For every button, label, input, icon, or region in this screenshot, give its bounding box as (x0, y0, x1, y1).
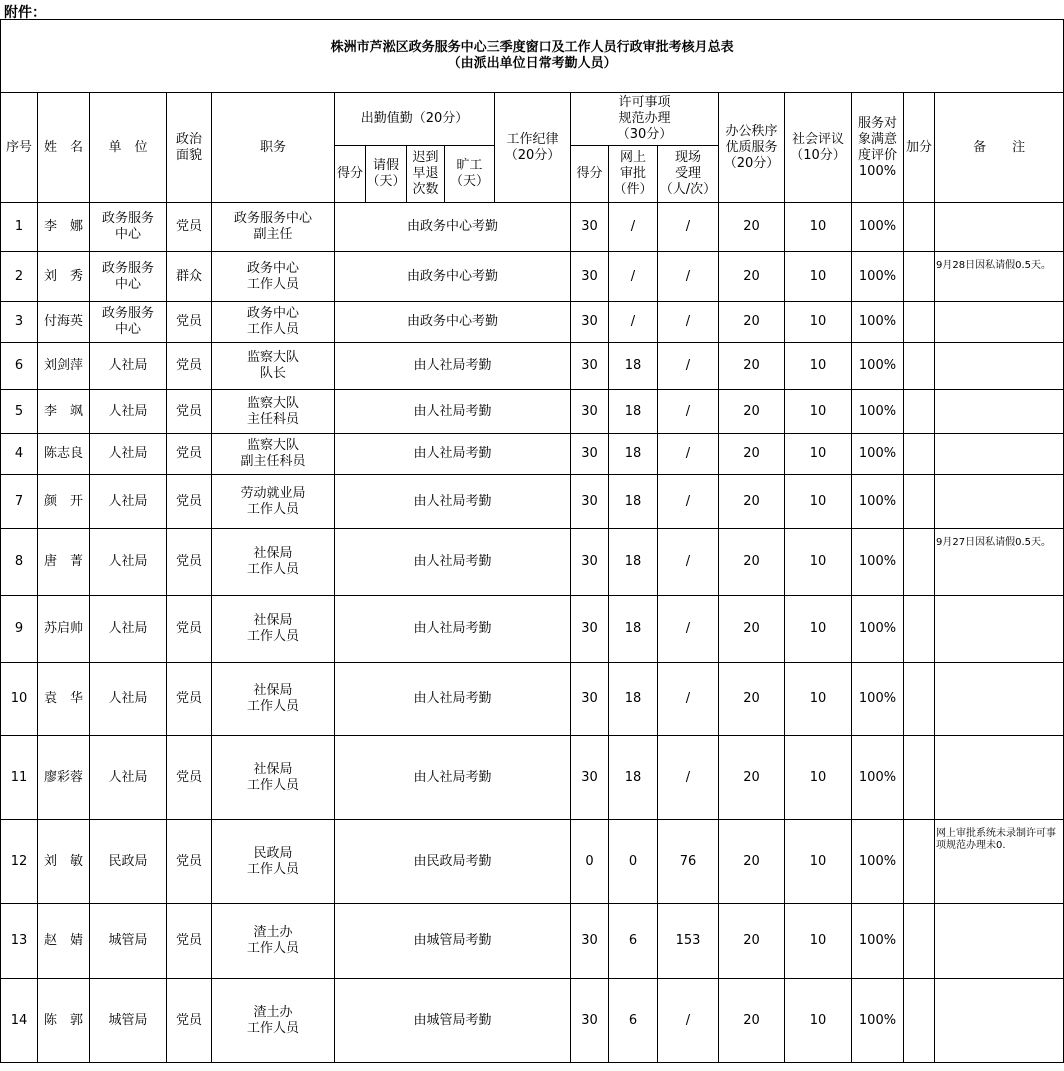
cell-social: 10 (785, 979, 852, 1063)
cell-remark (935, 596, 1064, 663)
cell-lic-onsite: / (658, 596, 719, 663)
header-discipline: 工作纪律 （20分） (495, 93, 571, 203)
cell-political: 党员 (167, 736, 212, 820)
table-row (1, 203, 1064, 252)
cell-social: 10 (785, 475, 852, 529)
cell-name: 袁 华 (38, 663, 90, 736)
cell-remark (935, 904, 1064, 979)
header-att-absent: 旷工 （天） (445, 146, 495, 203)
cell-name: 陈志良 (38, 434, 90, 475)
header-name: 姓 名 (38, 93, 90, 203)
cell-remark (935, 434, 1064, 475)
cell-social: 10 (785, 434, 852, 475)
table-row (1, 390, 1064, 434)
cell-political: 党员 (167, 596, 212, 663)
cell-lic-online: 18 (609, 475, 658, 529)
cell-unit: 政务服务 中心 (90, 252, 167, 302)
header-seq: 序号 (1, 93, 38, 203)
header-lic-onsite: 现场 受理 （人/次） (658, 146, 719, 203)
cell-position: 社保局 工作人员 (212, 596, 335, 663)
cell-satisfaction: 100% (852, 434, 904, 475)
cell-remark (935, 343, 1064, 390)
cell-position: 劳动就业局 工作人员 (212, 475, 335, 529)
cell-unit: 民政局 (90, 820, 167, 904)
cell-political: 群众 (167, 252, 212, 302)
cell-seq: 7 (1, 475, 38, 529)
cell-political: 党员 (167, 343, 212, 390)
cell-lic-score: 30 (571, 529, 609, 596)
cell-bonus (904, 979, 935, 1063)
header-license: 许可事项 规范办理 （30分） (571, 93, 719, 146)
cell-seq: 14 (1, 979, 38, 1063)
cell-satisfaction: 100% (852, 529, 904, 596)
cell-bonus (904, 596, 935, 663)
cell-attendance: 由人社局考勤 (335, 736, 571, 820)
cell-attendance: 由人社局考勤 (335, 343, 571, 390)
cell-office: 20 (719, 203, 785, 252)
header-bonus: 加分 (904, 93, 935, 203)
cell-office: 20 (719, 736, 785, 820)
cell-lic-score: 30 (571, 736, 609, 820)
cell-attendance: 由政务中心考勤 (335, 252, 571, 302)
cell-seq: 8 (1, 529, 38, 596)
table-body (1, 203, 1064, 1063)
cell-attendance: 由人社局考勤 (335, 663, 571, 736)
cell-lic-onsite: 153 (658, 904, 719, 979)
cell-remark (935, 390, 1064, 434)
cell-satisfaction: 100% (852, 343, 904, 390)
cell-lic-onsite: / (658, 434, 719, 475)
cell-lic-score: 30 (571, 252, 609, 302)
cell-lic-onsite: / (658, 302, 719, 343)
header-lic-score: 得分 (571, 146, 609, 203)
cell-political: 党员 (167, 820, 212, 904)
table-row (1, 475, 1064, 529)
cell-office: 20 (719, 302, 785, 343)
cell-lic-online: 18 (609, 529, 658, 596)
cell-remark (935, 736, 1064, 820)
cell-political: 党员 (167, 390, 212, 434)
header-remark: 备 注 (935, 93, 1064, 203)
header-att-score: 得分 (335, 146, 366, 203)
cell-lic-score: 30 (571, 596, 609, 663)
cell-office: 20 (719, 343, 785, 390)
cell-position: 社保局 工作人员 (212, 529, 335, 596)
cell-political: 党员 (167, 475, 212, 529)
cell-position: 政务服务中心 副主任 (212, 203, 335, 252)
cell-lic-score: 30 (571, 663, 609, 736)
cell-name: 李 飒 (38, 390, 90, 434)
cell-remark: 网上审批系统未录制许可事项规范办理未0. (935, 820, 1064, 904)
cell-lic-online: / (609, 203, 658, 252)
cell-name: 陈 郭 (38, 979, 90, 1063)
cell-position: 监察大队 主任科员 (212, 390, 335, 434)
cell-remark (935, 475, 1064, 529)
cell-lic-onsite: / (658, 979, 719, 1063)
table-title (1, 20, 1064, 93)
table-row (1, 820, 1064, 904)
cell-seq: 6 (1, 343, 38, 390)
cell-seq: 12 (1, 820, 38, 904)
cell-unit: 政务服务 中心 (90, 203, 167, 252)
cell-political: 党员 (167, 529, 212, 596)
cell-seq: 3 (1, 302, 38, 343)
cell-position: 监察大队 副主任科员 (212, 434, 335, 475)
cell-lic-score: 0 (571, 820, 609, 904)
cell-bonus (904, 252, 935, 302)
cell-unit: 人社局 (90, 736, 167, 820)
cell-attendance: 由人社局考勤 (335, 596, 571, 663)
cell-seq: 1 (1, 203, 38, 252)
cell-attendance: 由人社局考勤 (335, 390, 571, 434)
cell-lic-onsite: / (658, 663, 719, 736)
cell-social: 10 (785, 820, 852, 904)
cell-attendance: 由城管局考勤 (335, 979, 571, 1063)
cell-attendance: 由人社局考勤 (335, 529, 571, 596)
cell-lic-online: 18 (609, 663, 658, 736)
cell-bonus (904, 434, 935, 475)
cell-remark: 9月27日因私请假0.5天。 (935, 529, 1064, 596)
cell-political: 党员 (167, 434, 212, 475)
cell-bonus (904, 663, 935, 736)
cell-satisfaction: 100% (852, 904, 904, 979)
cell-bonus (904, 904, 935, 979)
cell-attendance: 由人社局考勤 (335, 475, 571, 529)
cell-political: 党员 (167, 979, 212, 1063)
cell-lic-score: 30 (571, 390, 609, 434)
table-row (1, 736, 1064, 820)
cell-position: 社保局 工作人员 (212, 736, 335, 820)
cell-position: 渣土办 工作人员 (212, 979, 335, 1063)
header-office: 办公秩序 优质服务 （20分） (719, 93, 785, 203)
cell-seq: 2 (1, 252, 38, 302)
cell-unit: 人社局 (90, 390, 167, 434)
header-att-leave: 请假 （天） (366, 146, 407, 203)
cell-position: 政务中心 工作人员 (212, 252, 335, 302)
cell-lic-online: 6 (609, 979, 658, 1063)
cell-name: 付海英 (38, 302, 90, 343)
title-line2: （由派出单位日常考勤人员） (447, 56, 617, 71)
cell-lic-onsite: / (658, 390, 719, 434)
cell-remark (935, 203, 1064, 252)
cell-remark (935, 663, 1064, 736)
cell-satisfaction: 100% (852, 302, 904, 343)
cell-lic-online: 18 (609, 390, 658, 434)
cell-remark (935, 302, 1064, 343)
header-social: 社会评议 （10分） (785, 93, 852, 203)
cell-name: 刘 敏 (38, 820, 90, 904)
cell-lic-score: 30 (571, 343, 609, 390)
cell-lic-score: 30 (571, 475, 609, 529)
cell-office: 20 (719, 596, 785, 663)
cell-name: 刘剑萍 (38, 343, 90, 390)
header-unit: 单 位 (90, 93, 167, 203)
cell-office: 20 (719, 434, 785, 475)
cell-seq: 13 (1, 904, 38, 979)
cell-position: 监察大队 队长 (212, 343, 335, 390)
header-satisfaction: 服务对 象满意 度评价 100% (852, 93, 904, 203)
cell-bonus (904, 475, 935, 529)
cell-satisfaction: 100% (852, 252, 904, 302)
title-line1: 株洲市芦淞区政务服务中心三季度窗口及工作人员行政审批考核月总表 (330, 40, 734, 55)
cell-lic-online: 18 (609, 736, 658, 820)
cell-lic-onsite: / (658, 203, 719, 252)
cell-satisfaction: 100% (852, 736, 904, 820)
cell-office: 20 (719, 390, 785, 434)
header-att-late: 迟到 早退 次数 (407, 146, 445, 203)
table-row (1, 904, 1064, 979)
cell-office: 20 (719, 529, 785, 596)
cell-office: 20 (719, 252, 785, 302)
cell-lic-online: 18 (609, 343, 658, 390)
cell-unit: 人社局 (90, 663, 167, 736)
cell-bonus (904, 820, 935, 904)
table-row (1, 663, 1064, 736)
cell-attendance: 由政务中心考勤 (335, 203, 571, 252)
table-row (1, 434, 1064, 475)
cell-social: 10 (785, 663, 852, 736)
cell-lic-onsite: 76 (658, 820, 719, 904)
cell-lic-online: 18 (609, 434, 658, 475)
attachment-label: 附件： (4, 5, 46, 21)
cell-seq: 10 (1, 663, 38, 736)
cell-seq: 5 (1, 390, 38, 434)
cell-position: 社保局 工作人员 (212, 663, 335, 736)
cell-lic-score: 30 (571, 302, 609, 343)
cell-lic-onsite: / (658, 475, 719, 529)
cell-name: 李 娜 (38, 203, 90, 252)
cell-social: 10 (785, 904, 852, 979)
cell-office: 20 (719, 475, 785, 529)
header-lic-online: 网上 审批 （件） (609, 146, 658, 203)
cell-bonus (904, 736, 935, 820)
cell-name: 苏启帅 (38, 596, 90, 663)
cell-unit: 人社局 (90, 596, 167, 663)
cell-social: 10 (785, 596, 852, 663)
cell-satisfaction: 100% (852, 203, 904, 252)
cell-political: 党员 (167, 302, 212, 343)
cell-lic-online: 18 (609, 596, 658, 663)
cell-position: 民政局 工作人员 (212, 820, 335, 904)
header-attendance: 出勤值勤（20分） (335, 93, 495, 146)
cell-satisfaction: 100% (852, 596, 904, 663)
cell-bonus (904, 343, 935, 390)
cell-remark (935, 979, 1064, 1063)
cell-social: 10 (785, 390, 852, 434)
cell-name: 赵 婧 (38, 904, 90, 979)
cell-unit: 人社局 (90, 475, 167, 529)
cell-attendance: 由城管局考勤 (335, 904, 571, 979)
assessment-table (0, 19, 1064, 1063)
header-position: 职务 (212, 93, 335, 203)
cell-social: 10 (785, 252, 852, 302)
cell-lic-onsite: / (658, 736, 719, 820)
cell-political: 党员 (167, 904, 212, 979)
cell-unit: 城管局 (90, 979, 167, 1063)
cell-office: 20 (719, 663, 785, 736)
cell-attendance: 由政务中心考勤 (335, 302, 571, 343)
cell-lic-online: 0 (609, 820, 658, 904)
cell-lic-score: 30 (571, 203, 609, 252)
cell-lic-online: 6 (609, 904, 658, 979)
cell-political: 党员 (167, 663, 212, 736)
cell-position: 渣土办 工作人员 (212, 904, 335, 979)
cell-satisfaction: 100% (852, 979, 904, 1063)
table-row (1, 343, 1064, 390)
cell-lic-onsite: / (658, 343, 719, 390)
cell-unit: 政务服务 中心 (90, 302, 167, 343)
cell-lic-online: / (609, 252, 658, 302)
cell-office: 20 (719, 979, 785, 1063)
cell-position: 政务中心 工作人员 (212, 302, 335, 343)
cell-satisfaction: 100% (852, 663, 904, 736)
cell-unit: 人社局 (90, 343, 167, 390)
cell-name: 唐 菁 (38, 529, 90, 596)
cell-lic-score: 30 (571, 979, 609, 1063)
cell-lic-score: 30 (571, 434, 609, 475)
cell-name: 廖彩蓉 (38, 736, 90, 820)
cell-social: 10 (785, 736, 852, 820)
cell-social: 10 (785, 203, 852, 252)
cell-social: 10 (785, 302, 852, 343)
cell-unit: 人社局 (90, 529, 167, 596)
cell-office: 20 (719, 904, 785, 979)
cell-lic-score: 30 (571, 904, 609, 979)
table-row (1, 596, 1064, 663)
cell-unit: 城管局 (90, 904, 167, 979)
cell-bonus (904, 529, 935, 596)
cell-lic-online: / (609, 302, 658, 343)
cell-lic-onsite: / (658, 529, 719, 596)
cell-lic-onsite: / (658, 252, 719, 302)
table-row (1, 252, 1064, 302)
cell-bonus (904, 203, 935, 252)
cell-satisfaction: 100% (852, 475, 904, 529)
cell-political: 党员 (167, 203, 212, 252)
cell-seq: 11 (1, 736, 38, 820)
cell-social: 10 (785, 529, 852, 596)
cell-office: 20 (719, 820, 785, 904)
cell-remark: 9月28日因私请假0.5天。 (935, 252, 1064, 302)
cell-attendance: 由人社局考勤 (335, 434, 571, 475)
cell-satisfaction: 100% (852, 820, 904, 904)
cell-attendance: 由民政局考勤 (335, 820, 571, 904)
cell-seq: 4 (1, 434, 38, 475)
cell-bonus (904, 302, 935, 343)
cell-unit: 人社局 (90, 434, 167, 475)
cell-bonus (904, 390, 935, 434)
table-row (1, 529, 1064, 596)
table-row (1, 302, 1064, 343)
cell-name: 颜 开 (38, 475, 90, 529)
cell-satisfaction: 100% (852, 390, 904, 434)
cell-name: 刘 秀 (38, 252, 90, 302)
header-political: 政治 面貌 (167, 93, 212, 203)
cell-seq: 9 (1, 596, 38, 663)
cell-social: 10 (785, 343, 852, 390)
table-row (1, 979, 1064, 1063)
